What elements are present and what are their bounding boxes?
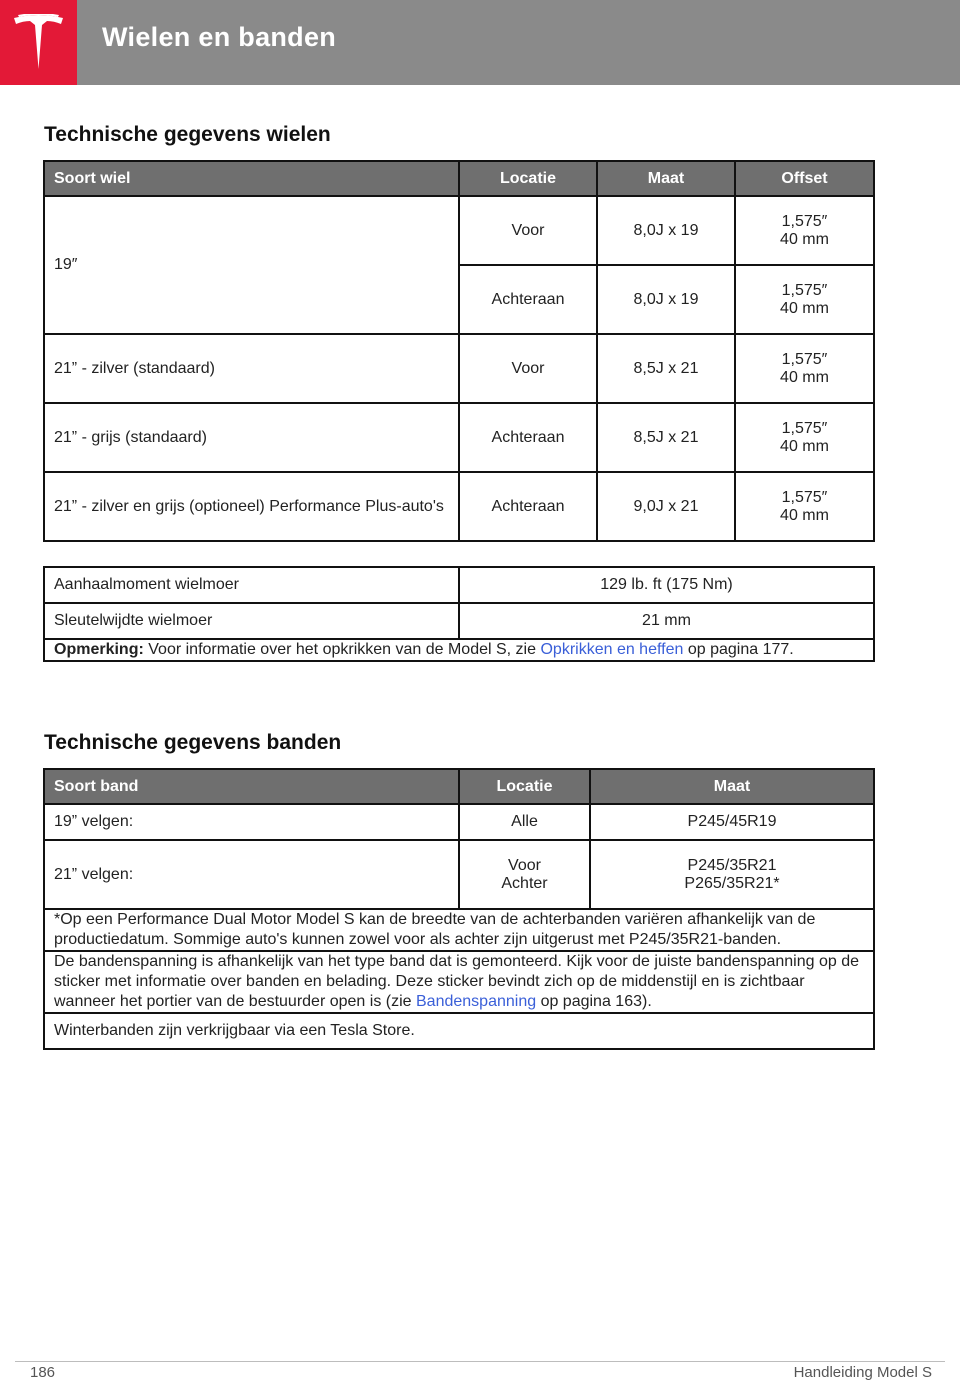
table-row [44, 840, 874, 909]
tires-heading: Technische gegevens banden [44, 731, 342, 754]
location-cell: Achteraan [459, 403, 597, 472]
tire-type-cell: 19” velgen: [44, 804, 459, 840]
column-header: Locatie [459, 161, 597, 196]
wheel-type-cell: 21” - zilver (standaard) [44, 334, 459, 403]
table-row [44, 909, 874, 951]
table-row [44, 639, 874, 661]
size-cell: 8,0J x 19 [597, 265, 735, 334]
tire-type-cell: 21” velgen: [44, 840, 459, 909]
table-row [44, 196, 874, 265]
footer-divider [15, 1361, 945, 1362]
size-cell: 9,0J x 21 [597, 472, 735, 541]
table-row [44, 951, 874, 1013]
jacking-link[interactable]: Opkrikken en heffen [540, 641, 684, 658]
table-row [44, 1013, 874, 1049]
note-text-after: op pagina 177. [687, 641, 794, 658]
column-header: Soort band [44, 769, 459, 804]
wheels-heading: Technische gegevens wielen [44, 123, 331, 146]
offset-cell: 1,575″ 40 mm [735, 403, 874, 472]
manual-title: Handleiding Model S [793, 1364, 932, 1381]
note-text: Voor informatie over het opkrikken van de Model S, zie [148, 641, 537, 658]
footnote-cell: *Op een Performance Dual Motor Model S kan de breedte van de achterbanden variëren afhankelijk van de productiedatum. Sommige auto's kunnen zowel voor als achter zijn uitgerust met P245/35R21-banden. [44, 909, 874, 951]
column-header: Maat [597, 161, 735, 196]
lug-nut-table [43, 566, 875, 662]
location-cell: Achteraan [459, 472, 597, 541]
column-header: Maat [590, 769, 874, 804]
wheels-table [43, 160, 875, 542]
spec-label: Sleutelwijdte wielmoer [44, 603, 459, 639]
size-cell: 8,5J x 21 [597, 403, 735, 472]
table-row [44, 567, 874, 603]
table-row [44, 403, 874, 472]
offset-cell: 1,575″ 40 mm [735, 265, 874, 334]
wheel-type-cell: 21” - zilver en grijs (optioneel) Performance Plus-auto's [44, 472, 459, 541]
pressure-text-after: op pagina 163). [540, 993, 652, 1010]
size-cell: P245/35R21 P265/35R21* [590, 840, 874, 909]
tesla-logo-icon [13, 14, 64, 71]
note-cell [44, 639, 874, 661]
location-cell: Voor [459, 334, 597, 403]
page-title: Wielen en banden [102, 22, 337, 52]
table-row [44, 804, 874, 840]
table-row [44, 334, 874, 403]
tesla-logo [0, 0, 77, 85]
offset-cell: 1,575″ 40 mm [735, 196, 874, 265]
wheel-type-cell: 19″ [44, 196, 459, 334]
tires-table [43, 768, 875, 1050]
table-header-row [44, 161, 874, 196]
table-row [44, 472, 874, 541]
location-cell: Alle [459, 804, 590, 840]
offset-cell: 1,575″ 40 mm [735, 472, 874, 541]
column-header: Locatie [459, 769, 590, 804]
table-row [44, 603, 874, 639]
spec-label: Aanhaalmoment wielmoer [44, 567, 459, 603]
location-cell: Voor [459, 196, 597, 265]
spec-value: 129 lb. ft (175 Nm) [459, 567, 874, 603]
pressure-text: De bandenspanning is afhankelijk van het type band dat is gemonteerd. Kijk voor de juiste bandenspanning op de sticker met informatie over banden en belading. Deze sticker bevindt zich op de middenstijl en is zichtbaar wanneer het portier van de bestuurder open is (zie [54, 953, 860, 1010]
column-header: Soort wiel [44, 161, 459, 196]
location-cell: Achteraan [459, 265, 597, 334]
winter-tires-cell: Winterbanden zijn verkrijgbaar via een Tesla Store. [44, 1013, 874, 1049]
size-cell: P245/45R19 [590, 804, 874, 840]
size-cell: 8,5J x 21 [597, 334, 735, 403]
offset-cell: 1,575″ 40 mm [735, 334, 874, 403]
column-header: Offset [735, 161, 874, 196]
tire-pressure-link[interactable]: Bandenspanning [416, 993, 537, 1010]
pressure-cell [44, 951, 874, 1013]
location-cell: Voor Achter [459, 840, 590, 909]
page-header [0, 0, 960, 85]
spec-value: 21 mm [459, 603, 874, 639]
size-cell: 8,0J x 19 [597, 196, 735, 265]
table-header-row [44, 769, 874, 804]
page-number: 186 [30, 1364, 56, 1381]
wheel-type-cell: 21” - grijs (standaard) [44, 403, 459, 472]
note-label: Opmerking: [54, 641, 144, 658]
